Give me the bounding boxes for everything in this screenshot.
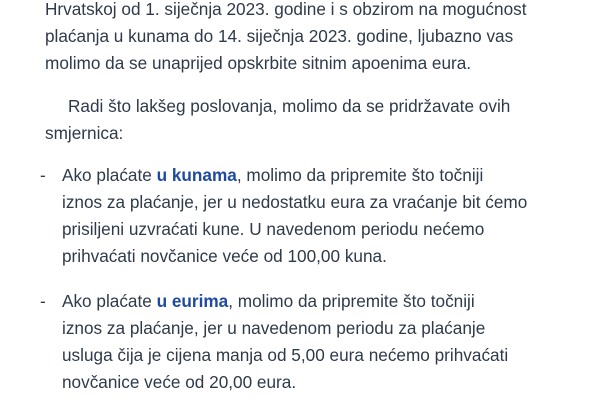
bullet-euri-rest: , molimo da pripremite što točniji [228,291,475,311]
bullet-euri-line-1 [62,290,475,312]
bullet-dash: - [40,165,46,185]
bullet-kune-lead: Ako plaćate [62,165,157,185]
guidelines-line-2: smjernica: [45,123,124,143]
intro-line-3: molimo da se unaprijed opskrbite sitnim apoenima eura. [45,53,472,73]
bullet-euri-lead: Ako plaćate [62,291,157,311]
bullet-euri-line-2: iznos za plaćanje, jer u navedenom periodu za plaćanje [62,318,486,338]
intro-line-1: Hrvatskoj od 1. siječnja 2023. godine i s obzirom na mogućnost [45,0,527,19]
guidelines-line-1: Radi što lakšeg poslovanja, molimo da se pridržavate ovih [68,96,511,116]
bullet-kune-rest: , molimo da pripremite što točniji [236,165,484,185]
bullet-kune-emphasis: u kunama [156,165,237,185]
bullet-euri-line-4: novčanice veće od 20,00 eura. [62,372,297,392]
bullet-kune-line-2: iznos za plaćanje, jer u nedostatku eura za vraćanje bit ćemo [62,192,528,212]
bullet-kune-line-1 [62,164,483,186]
bullet-euri-line-3: usluga čija je cijena manja od 5,00 eura nećemo prihvaćati [62,345,509,365]
bullet-dash: - [40,291,46,311]
bullet-euri-emphasis: u eurima [156,291,229,311]
bullet-kune-line-4: prihvaćati novčanice veće od 100,00 kuna. [62,246,387,266]
bullet-kune-line-3: prisiljeni uzvraćati kune. U navedenom periodu nećemo [62,219,485,239]
intro-line-2: plaćanja u kunama do 14. siječnja 2023. godine, ljubazno vas [45,26,514,46]
